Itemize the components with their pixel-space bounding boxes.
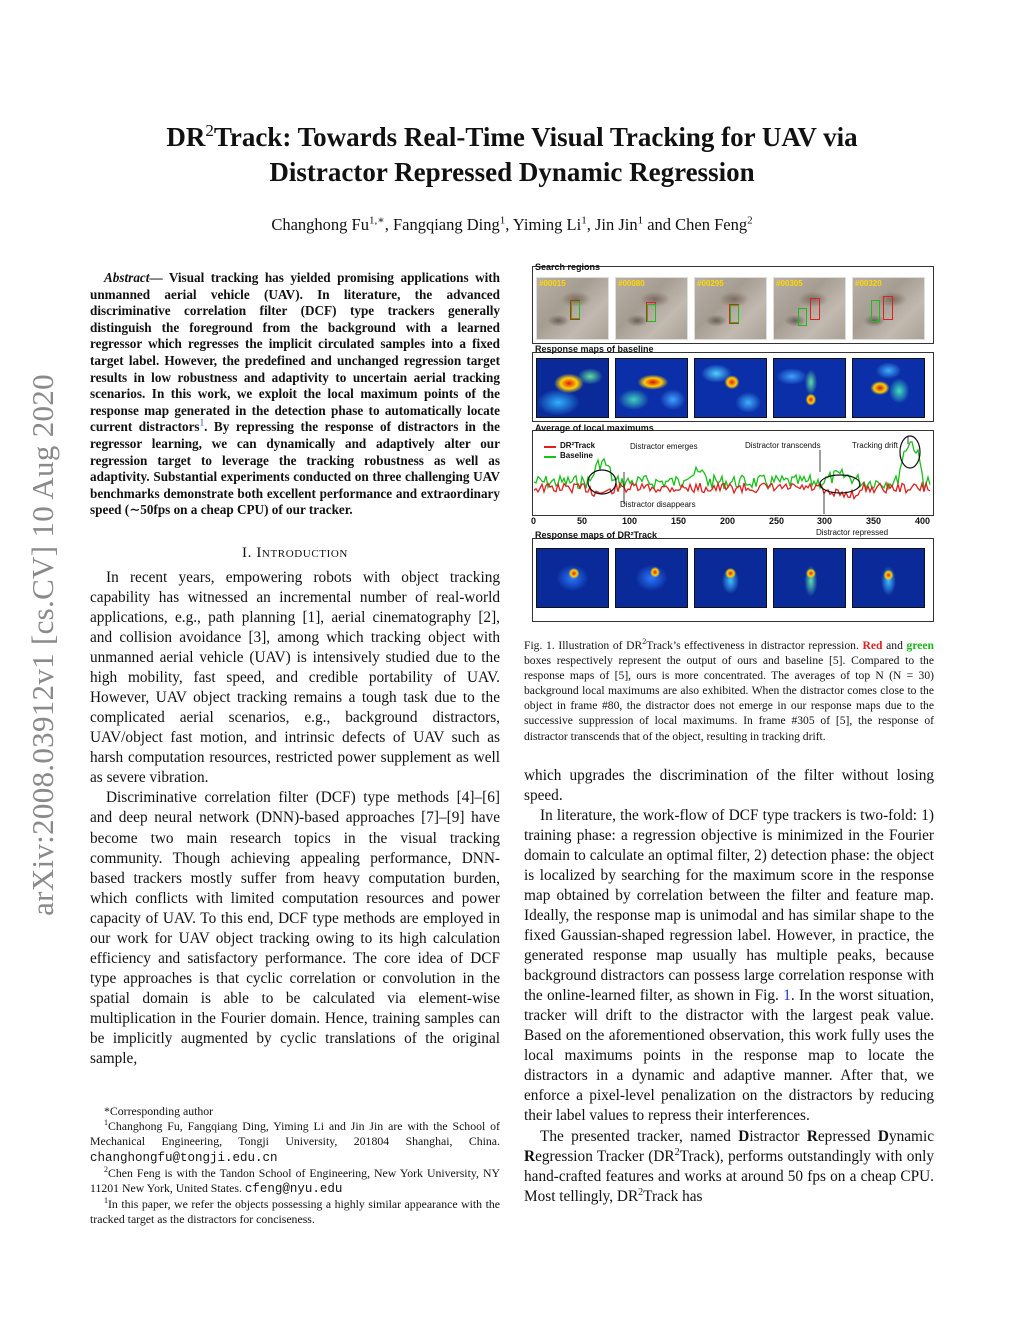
paragraph-text: . In the worst situation, tracker will drift to the distractor with the largest peak value. Based on the aforementioned observation, this work fully uses the local maximums points in the response map to locate the distractors in a dynamic and adaptive manner. After that, we enforce a pixel-level penalization on the distractors by reducing their label values to repress their interferences. — [524, 987, 934, 1125]
title-dr: DR — [166, 122, 206, 152]
frame-number: #00305 — [776, 279, 803, 288]
acronym-letter: R — [524, 1147, 536, 1165]
left-column — [90, 270, 500, 1069]
title-rest: Track: Towards Real-Time Visual Tracking for UAV via — [213, 122, 858, 152]
caption-green-word: green — [906, 639, 934, 652]
superscript: 2 — [674, 1146, 680, 1158]
caption-prefix: Fig. 1. Illustration of DR — [524, 639, 643, 652]
author-affiliation: 1 — [499, 214, 506, 227]
section-heading — [90, 545, 500, 562]
baseline-response-map — [694, 358, 767, 418]
paragraph-text: The presented tracker, named — [540, 1127, 739, 1145]
x-tick: 250 — [769, 516, 785, 526]
ours-maps-label: Response maps of DR²Track — [535, 530, 658, 540]
caption-and: and — [882, 639, 907, 652]
legend-dr2track: DR²Track — [560, 441, 596, 450]
author: Fangqiang Ding — [392, 215, 500, 234]
x-tick: 400 — [915, 516, 931, 526]
x-tick: 200 — [720, 516, 736, 526]
baseline-response-map — [773, 358, 846, 418]
frame-thumbnail — [536, 277, 609, 340]
x-tick: 350 — [866, 516, 882, 526]
right-column — [524, 260, 934, 1207]
x-tick: 150 — [671, 516, 687, 526]
legend-baseline: Baseline — [560, 451, 593, 460]
acronym-letter: R — [806, 1127, 818, 1145]
green-box — [871, 300, 880, 322]
frame-thumbnail — [615, 277, 688, 340]
author-sep: , — [384, 215, 393, 234]
frame-thumbnail — [694, 277, 767, 340]
author-sep: , — [586, 215, 595, 234]
dr2track-response-map — [536, 548, 609, 608]
annotation-emerges: Distractor emerges — [630, 442, 698, 451]
footnote-number: 1 — [104, 1118, 108, 1128]
dr2track-response-map — [852, 548, 925, 608]
acronym-letter: D — [877, 1127, 889, 1145]
email-link[interactable]: changhongfu@tongji.edu.cn — [90, 1150, 278, 1165]
x-tick: 0 — [531, 516, 537, 526]
footnotes — [90, 1104, 500, 1228]
red-box — [810, 298, 820, 320]
dr2track-response-map — [694, 548, 767, 608]
author-affiliation: 1,∗ — [368, 214, 385, 227]
green-box — [647, 304, 656, 322]
author-affiliation: 2 — [747, 214, 753, 227]
arxiv-stamp — [25, 345, 60, 945]
email-link[interactable]: cfeng@nyu.edu — [244, 1182, 343, 1197]
author-and: and — [643, 215, 676, 234]
paragraph-text: ynamic — [888, 1127, 934, 1145]
author-affiliation: 1 — [637, 214, 644, 227]
frame-thumbnail — [773, 277, 846, 340]
footnote-number: 1 — [104, 1196, 108, 1206]
paragraph-text: Track), performs outstandingly with only hand-crafted features and works at around 50 fps on a cheap CPU. Most tellingly, DR — [524, 1147, 934, 1205]
annotation-disappears: Distractor disappears — [620, 500, 696, 509]
arxiv-identifier: arXiv:2008.03912v1 [cs.CV] 10 Aug 2020 — [25, 374, 60, 916]
paragraph-text: epressed — [817, 1127, 878, 1145]
author: Jin Jin — [594, 215, 638, 234]
red-box — [883, 296, 893, 320]
paragraph-tracker — [524, 1127, 934, 1207]
baseline-response-map — [852, 358, 925, 418]
footnote-corresponding: *Corresponding author — [104, 1104, 214, 1118]
abstract-label: Abstract — [104, 270, 150, 285]
title-line-1 — [90, 120, 934, 155]
dr2track-response-map — [615, 548, 688, 608]
footnote-distractor — [90, 1197, 500, 1227]
footnote-text: Changhong Fu, Fangqiang Ding, Yiming Li and Jin Jin are with the School of Mechanical Engineering, Tongji University, 201804 Shanghai, China. — [90, 1119, 500, 1149]
frame-number: #00320 — [855, 279, 882, 288]
x-tick: 50 — [577, 516, 588, 526]
figure-1 — [524, 260, 934, 622]
author-sep: , — [505, 215, 513, 234]
dr2track-response-map — [773, 548, 846, 608]
abstract-text-end: . By repressing the response of distractors in the regressor learning, we can dynamically and adaptively alter our regression target to leverage the tracking robustness as well as adaptivity. Substantial experiments conducted on three challenging UAV benchmarks demonstrate both excellent performance and extraordinary speed (∼50fps on a cheap CPU) of our tracker. — [90, 419, 500, 518]
frame-number: #00015 — [539, 279, 566, 288]
paragraph-text: istractor — [749, 1127, 807, 1145]
baseline-response-map — [615, 358, 688, 418]
author-list — [90, 214, 934, 236]
annotation-transcends: Distractor transcends — [745, 441, 821, 450]
footnote-mark[interactable]: 1 — [199, 417, 205, 428]
author: Chen Feng — [675, 215, 748, 234]
right-body-text — [524, 766, 934, 1207]
caption-sup: 2 — [642, 637, 647, 647]
baseline-response-map — [536, 358, 609, 418]
frame-thumbnail — [852, 277, 925, 340]
caption-text: boxes respectively represent the output of ours and baseline [5]. Compared to the response maps of [5], ours is more concentrated. The averages of top N (N = 30) background local maximums are also exhibited. When the distractor comes close to the object in frame #80, the distractor does not emerge in our response maps due to the successive suppression of local maximums. In frame #305 of [5], the response of distractor transcends that of the object, resulting in tracking drift. — [524, 654, 934, 743]
baseline-maps-label: Response maps of baseline — [535, 344, 654, 354]
paragraph-text: egression Tracker (DR — [535, 1147, 675, 1165]
green-box — [730, 305, 739, 323]
abstract-dash: — — [149, 270, 169, 285]
paragraph-continuation: which upgrades the discrimination of the filter without losing speed. — [524, 766, 934, 804]
caption-text: Track’s effectiveness in distractor repression. — [646, 639, 863, 652]
section-number: I. — [242, 544, 252, 561]
author: Changhong Fu — [271, 215, 369, 234]
green-box — [571, 301, 580, 319]
x-tick: 300 — [817, 516, 833, 526]
footnote-affiliation-2 — [90, 1166, 500, 1197]
curve-label: Average of local maximums — [535, 423, 654, 433]
abstract-text: Visual tracking has yielded promising applications with unmanned aerial vehicle (UAV). In literature, the advanced discriminative correlation filter (DCF) type trackers generally distinguish the foreground from the background with a learned regressor which regresses the implicit circulated samples into a fixed target label. However, the predefined and unchanged regression target results in low robustness and adaptivity to uncertain aerial tracking scenarios. In this work, we exploit the local maximum points of the response map generated in the detection phase to automatically locate current distractors — [90, 270, 500, 435]
frame-number: #00295 — [697, 279, 724, 288]
intro-paragraph-1: In recent years, empowering robots with object tracking capability has witnessed an incremental number of real-world applications, e.g., path planning [1], aerial cinematography [2], and collision avoidance [3], among which tracking object with unmanned aerial vehicle (UAV) is intensively studied due to the high mobility, fast speed, and credible portability of UAV. However, UAV object tracking remains a tough task due to the complicated aerial scenarios, e.g., background distractors, UAV/object fast motion, and intrinsic defects of UAV such as harsh computation resources, restricted power supplement as well as severe vibration. — [90, 568, 500, 787]
footnote-affiliation-1 — [90, 1119, 500, 1166]
footnote-text: In this paper, we refer the objects possessing a highly similar appearance with the tracked target as the distractors for conciseness. — [90, 1197, 500, 1227]
intro-paragraph-2: Discriminative correlation filter (DCF) type methods [4]–[6] and deep neural network (DNN)-based approaches [7]–[9] have become two main research topics in the visual tracking community. Though achieving appealing performance, DNN-based trackers mostly suffer from heavy computation burden, which conflicts with limited computation resources and power capacity of UAV. To this end, DCF type methods are employed in our work for UAV object tracking owing to its high calculation efficiency and satisfactory performance. The core idea of DCF type approaches is that cyclic correlation or convolution in the spatial domain is able to be calculated via element-wise multiplication in the Fourier domain. Hence, training samples can be implicitly augmented by cyclic translations of the original sample, — [90, 789, 500, 1068]
author: Yiming Li — [512, 215, 582, 234]
annotation-circle — [820, 475, 860, 493]
x-tick: 100 — [622, 516, 638, 526]
green-box — [798, 308, 807, 326]
paragraph-text: Track has — [643, 1187, 703, 1205]
caption-red-word: Red — [862, 639, 883, 652]
frame-number: #00080 — [618, 279, 645, 288]
paper-title — [90, 120, 934, 190]
paragraph-workflow — [524, 806, 934, 1127]
superscript: 2 — [638, 1186, 644, 1198]
footnote-number: 2 — [104, 1164, 108, 1174]
paragraph-text: In literature, the work-flow of DCF type trackers is two-fold: 1) training phase: a regression objective is minimized in the Fourier domain to calculate an optimal filter, 2) detection phase: the object is localized by searching for the maximum score in the response map obtained by correlation between the filter and feature map. Ideally, the response map is unimodal and has similar shape to the fixed Gaussian-shaped regression label. However, in practice, the generated response map usually has multiple peaks, because background distractors can possess large correlation response with the online-learned filter, as shown in Fig. — [524, 806, 934, 1005]
acronym-letter: D — [738, 1127, 750, 1145]
author-affiliation: 1 — [581, 214, 587, 227]
abstract — [90, 270, 500, 519]
footnote-text: Chen Feng is with the Tandon School of Engineering, New York University, NY 11201 New York, United States. — [90, 1165, 500, 1196]
search-regions-label: Search regions — [535, 262, 601, 272]
title-superscript: 2 — [205, 121, 214, 140]
annotation-repressed: Distractor repressed — [816, 528, 889, 537]
annotation-drift: Tracking drift — [852, 441, 898, 450]
figure-reference-link[interactable]: 1 — [783, 987, 791, 1005]
annotation-circle — [588, 470, 616, 494]
figure-caption — [524, 638, 934, 744]
title-line-2: Distractor Repressed Dynamic Regression — [269, 157, 755, 187]
section-title: Introduction — [256, 544, 348, 561]
